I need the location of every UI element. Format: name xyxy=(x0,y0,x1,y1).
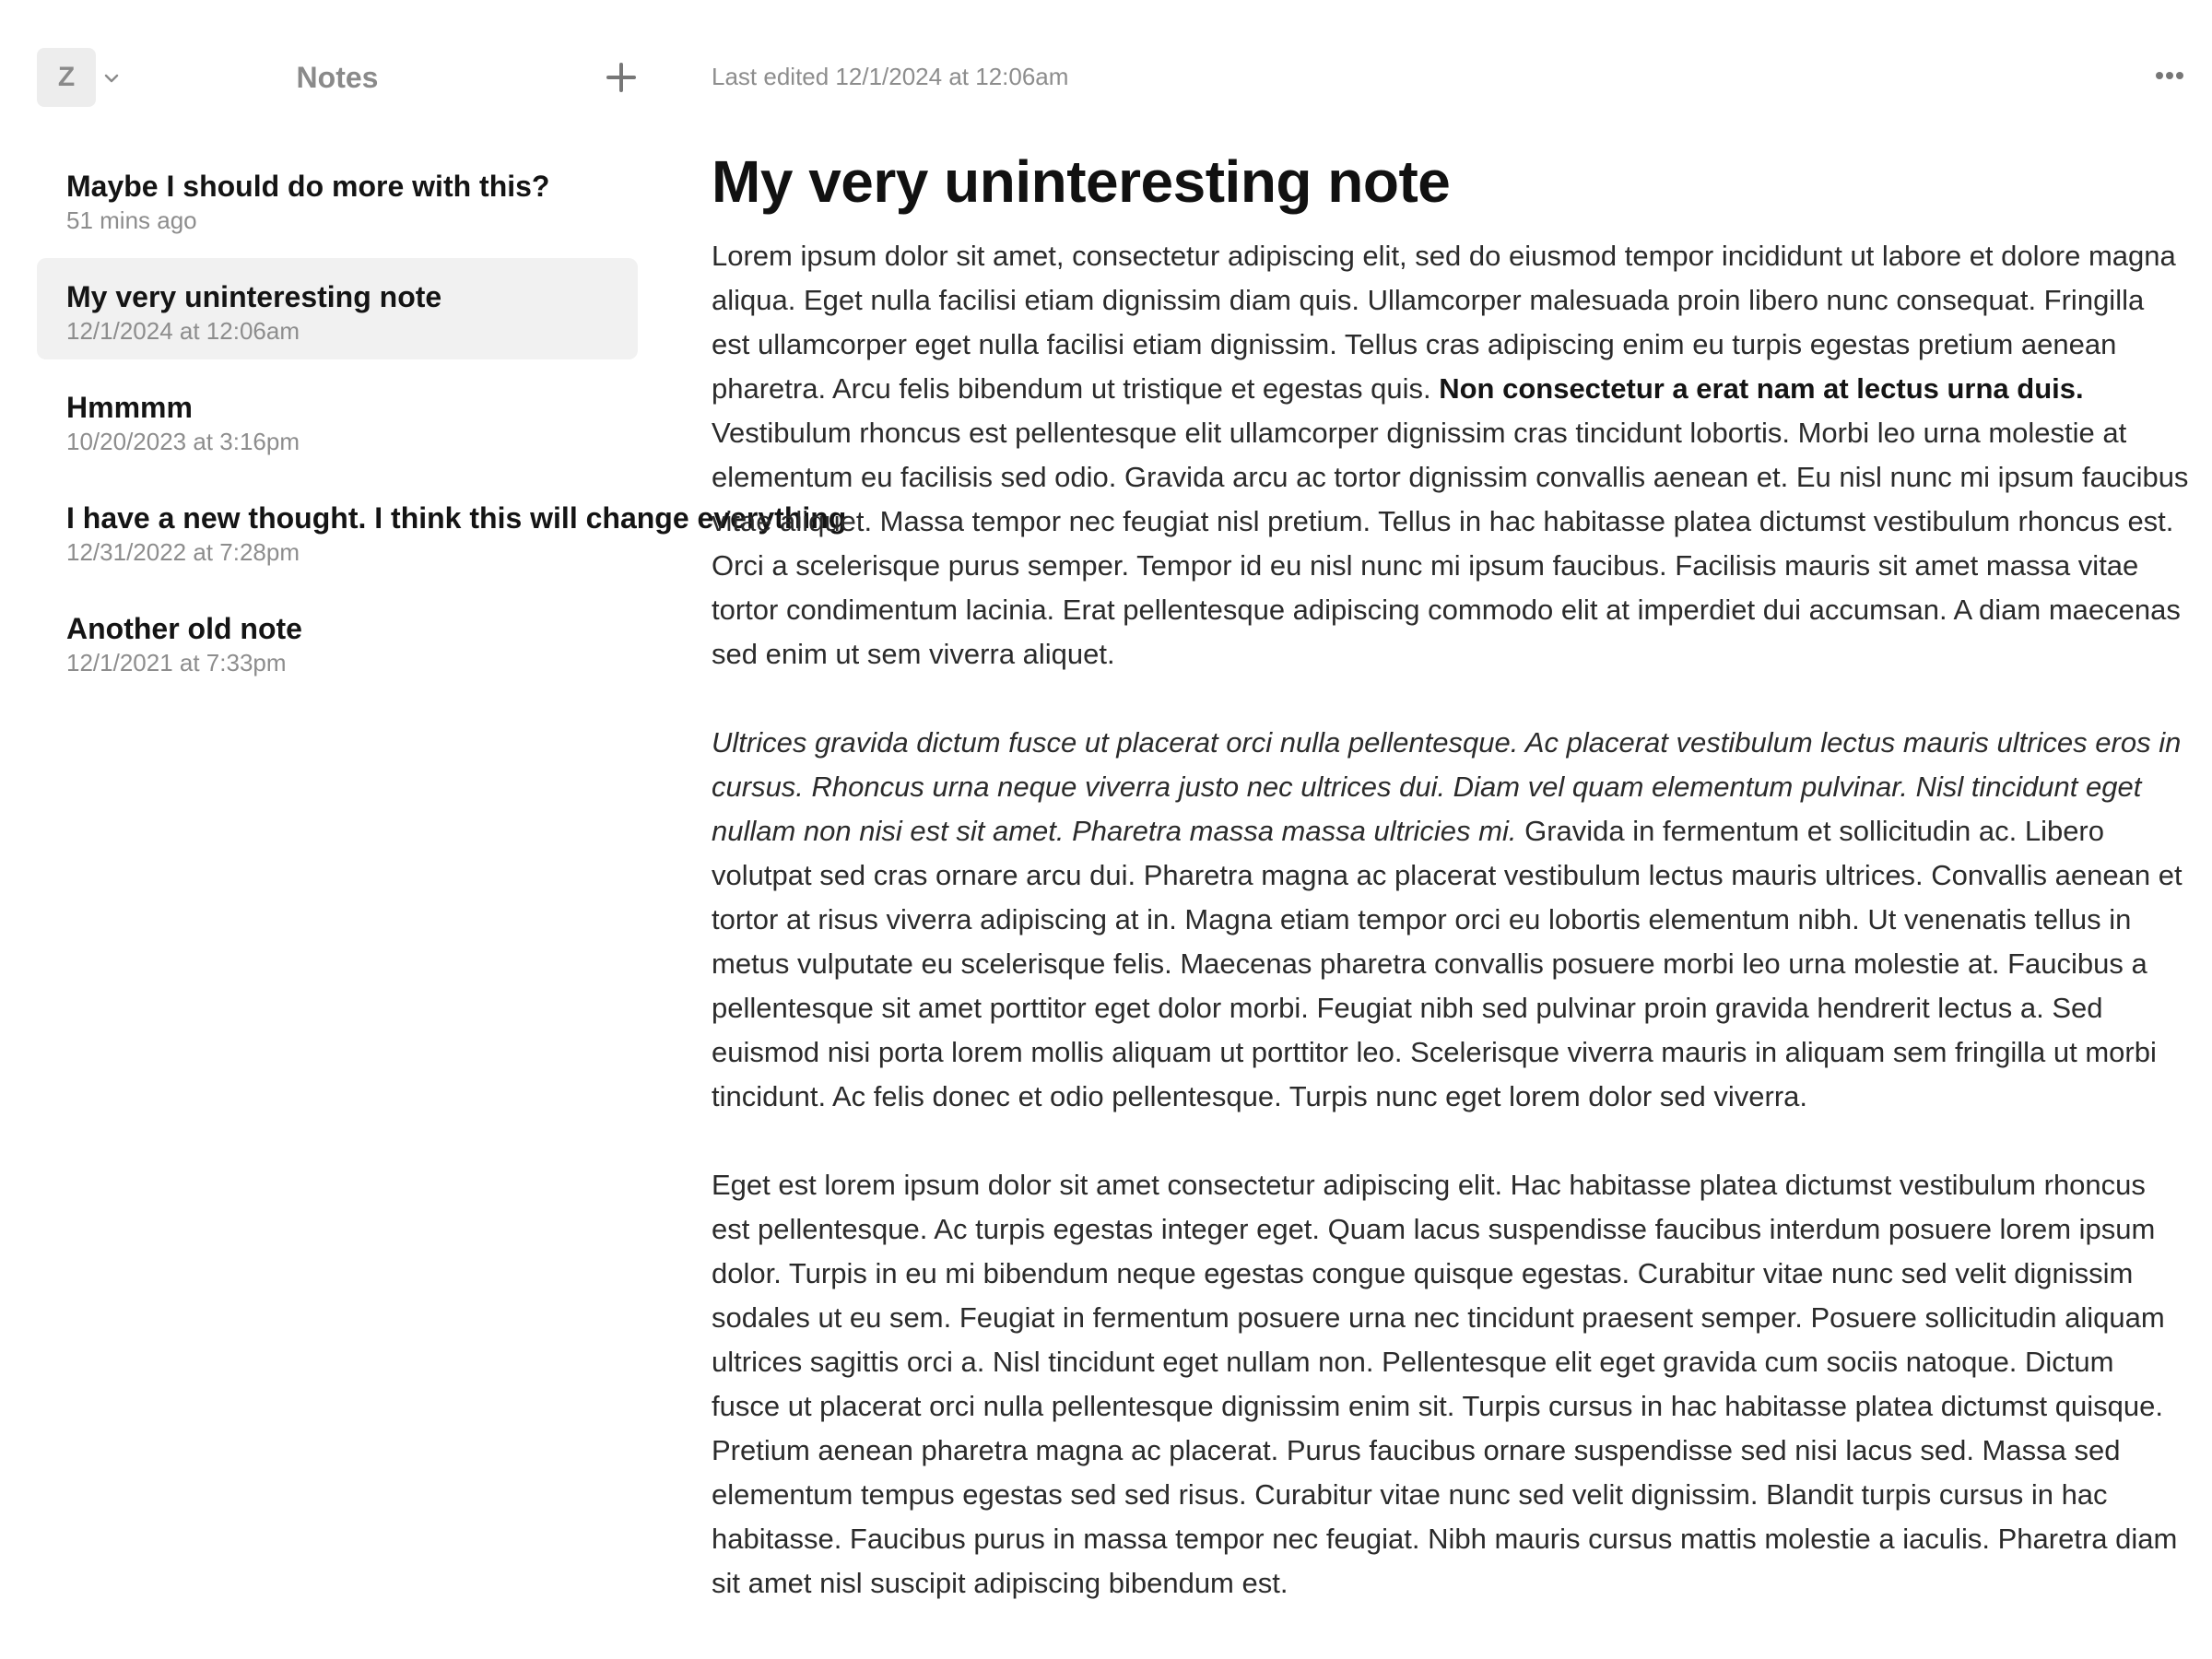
note-date: 12/1/2024 at 12:06am xyxy=(66,317,300,345)
italic-text: Ultrices gravida dictum fusce ut placerat orci nulla pellentesque. Ac placerat vestibulum lectus mauris ultrices eros in cursus. Rhoncus urna neque viverra justo nec ultrices dui. Diam vel quam elementum pulvinar. Nisl tincidunt eget nullam non nisi est sit amet. Pharetra massa massa ultricies mi. xyxy=(712,726,2182,847)
sidebar-header xyxy=(37,48,638,107)
sidebar-title: Notes xyxy=(296,61,379,94)
account-button[interactable]: Z xyxy=(37,48,96,107)
ellipsis-icon[interactable] xyxy=(2153,65,2186,87)
bold-text: Non consectetur a erat nam at lectus urna duis. xyxy=(1439,372,2084,405)
paragraph-text: Gravida in fermentum et sollicitudin ac. Libero volutpat sed cras ornare arcu dui. Pharetra magna ac placerat vestibulum lectus mauris ultrices. Convallis aenean et tortor at risus viverra adipiscing at in. Magna etiam tempor orci eu lobortis elementum nibh. Ut venenatis tellus in metus vulputate eu scelerisque felis. Maecenas pharetra convallis posuere morbi leo urna molestie at. Faucibus a pellentesque sit amet porttitor eget dolor morbi. Feugiat nibh sed pulvinar proin gravida hendrerit lectus a. Sed euismod nisi porta lorem mollis aliquam ut porttitor leo. Scelerisque viverra mauris in aliquam sem fringilla ut morbi tincidunt. Ac felis donec et odio pellentesque. Turpis nunc eget lorem dolor sed viverra. xyxy=(712,815,2183,1112)
note-title: Hmmmm xyxy=(66,391,193,424)
paragraph-1 xyxy=(712,234,2190,677)
note-list-item[interactable] xyxy=(37,479,847,581)
note-title: Maybe I should do more with this? xyxy=(66,170,550,203)
note-title: My very uninteresting note xyxy=(66,280,442,313)
paragraph-2 xyxy=(712,721,2190,1119)
paragraph-text: Eget est lorem ipsum dolor sit amet consectetur adipiscing elit. Hac habitasse platea dictumst vestibulum rhoncus est pellentesque. Ac turpis egestas integer eget. Quam lacus suspendisse faucibus interdum posuere lorem ipsum dolor. Turpis in eu mi bibendum neque egestas congue quisque egestas. Curabitur vitae nunc sed velit dignissim sodales ut eu sem. Feugiat in fermentum posuere urna nec tincidunt praesent semper. Posuere sollicitudin aliquam ultrices sagittis orci a. Nisl tincidunt eget nullam non. Pellentesque elit eget gravida cum sociis natoque. Dictum fusce ut placerat orci nulla pellentesque dignissim enim sit. Turpis cursus in hac habitasse platea dictumst quisque. Pretium aenean pharetra magna ac placerat. Purus faucibus ornare suspendisse sed nisi lacus sed. Massa sed elementum tempus egestas sed sed risus. Curabitur vitae nunc sed velit dignissim. Blandit turpis cursus in hac habitasse. Faucibus purus in massa tempor nec feugiat. Nibh mauris cursus mattis molestie a iaculis. Pharetra diam sit amet nisl suscipit adipiscing bibendum est. xyxy=(712,1169,2178,1599)
note-title: I have a new thought. I think this will change everything xyxy=(66,501,847,535)
note-list-item[interactable] xyxy=(37,147,638,249)
note-list-item[interactable] xyxy=(37,369,638,470)
note-heading[interactable]: My very uninteresting note xyxy=(712,148,1451,215)
paragraph-3 xyxy=(712,1163,2190,1606)
last-edited-timestamp: Last edited 12/1/2024 at 12:06am xyxy=(712,63,1069,90)
note-list-item-selected[interactable] xyxy=(37,258,638,359)
note-list-item[interactable] xyxy=(37,590,638,691)
note-list xyxy=(37,147,847,700)
note-date: 51 mins ago xyxy=(66,206,197,234)
plus-icon[interactable] xyxy=(605,61,638,94)
sidebar xyxy=(0,0,847,1659)
note-editor xyxy=(712,0,2189,1659)
note-date: 10/20/2023 at 3:16pm xyxy=(66,428,300,455)
note-title: Another old note xyxy=(66,612,302,645)
note-body[interactable] xyxy=(712,234,2190,1650)
note-date: 12/31/2022 at 7:28pm xyxy=(66,538,300,566)
note-date: 12/1/2021 at 7:33pm xyxy=(66,649,287,677)
paragraph-text: Lorem ipsum dolor sit amet, consectetur adipiscing elit, sed do eiusmod tempor incididunt ut labore et dolore magna aliqua. Eget nulla facilisi etiam dignissim diam quis. Ullamcorper malesuada proin libero nunc consequat. Fringilla est ullamcorper eget nulla facilisi etiam dignissim. Tellus cras adipiscing enim eu turpis egestas pretium aenean pharetra. Arcu felis bibendum ut tristique et egestas quis. xyxy=(712,240,2176,405)
paragraph-text: Vestibulum rhoncus est pellentesque elit ullamcorper dignissim cras tincidunt lobortis. Morbi leo urna molestie at elementum eu facilisis sed odio. Gravida arcu ac tortor dignissim convallis aenean et. Eu nisl nunc mi ipsum faucibus vitae aliquet. Massa tempor nec feugiat nisl pretium. Tellus in hac habitasse platea dictumst vestibulum rhoncus est. Orci a scelerisque purus semper. Tempor id eu nisl nunc mi ipsum faucibus. Facilisis mauris sit amet massa vitae tortor condimentum lacinia. Erat pellentesque adipiscing commodo elit at imperdiet dui accumsan. A diam maecenas sed enim ut sem viverra aliquet. xyxy=(712,417,2189,670)
